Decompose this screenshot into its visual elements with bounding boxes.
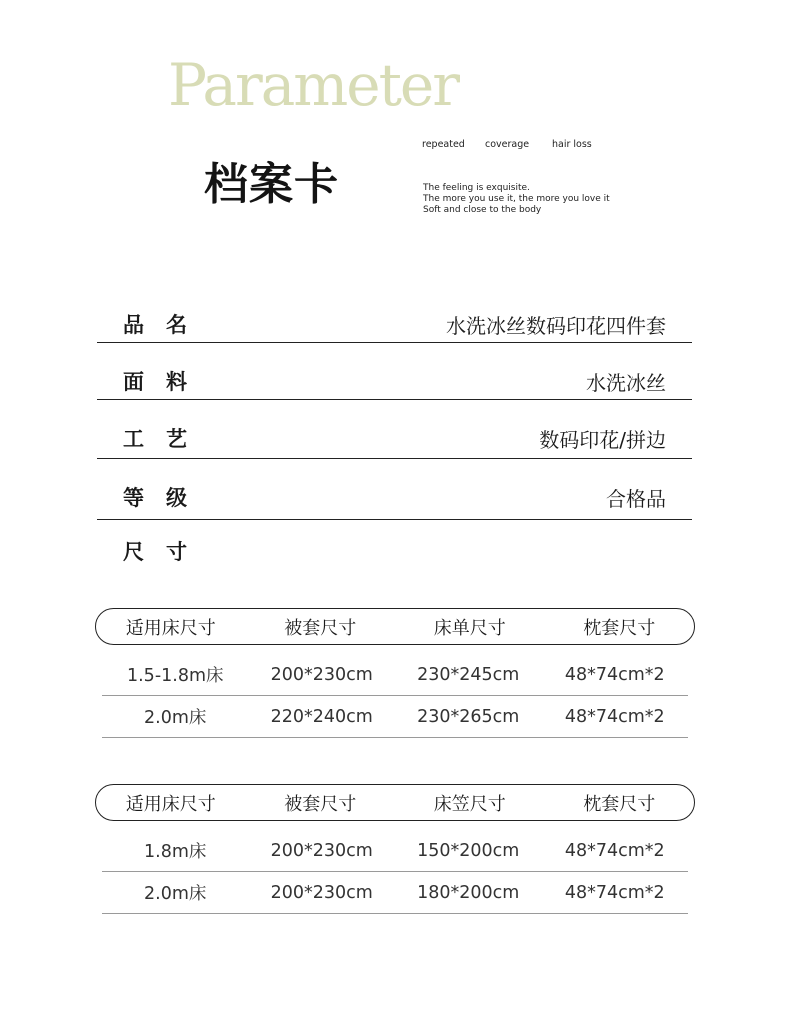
table-header xyxy=(95,608,695,645)
table-cell: 230*245cm xyxy=(417,664,520,685)
slogan-line: The feeling is exquisite. xyxy=(423,183,530,193)
table-header-cell: 枕套尺寸 xyxy=(583,793,656,815)
slogan-line: The more you use it, the more you love it xyxy=(423,194,610,204)
table-cell: 230*265cm xyxy=(417,706,520,727)
table-header-cell: 床笠尺寸 xyxy=(433,793,506,815)
table-header-cell: 适用床尺寸 xyxy=(125,793,216,815)
table-header-cell: 枕套尺寸 xyxy=(583,617,656,639)
table-cell: 200*230cm xyxy=(270,882,373,903)
param-row-fabric xyxy=(97,342,692,400)
table-header-cell: 被套尺寸 xyxy=(284,793,357,815)
table-row xyxy=(102,654,688,696)
size-table xyxy=(95,608,695,738)
table-row xyxy=(102,696,688,738)
param-label: 工艺 xyxy=(123,427,209,451)
table-cell: 1.5-1.8m床 xyxy=(126,666,224,686)
param-label: 面料 xyxy=(123,370,209,394)
slogan-line: Soft and close to the body xyxy=(423,205,542,215)
table-row xyxy=(102,872,688,914)
param-row-grade xyxy=(97,458,692,520)
tag-item: hair loss xyxy=(552,139,592,150)
tag-item: coverage xyxy=(485,139,530,150)
table-cell: 48*74cm*2 xyxy=(564,882,665,903)
parameter-heading: Parameter xyxy=(168,51,458,119)
param-value: 合格品 xyxy=(606,487,666,511)
param-value: 水洗冰丝数码印花四件套 xyxy=(446,314,666,338)
tag-list xyxy=(422,139,592,150)
param-label: 品名 xyxy=(123,313,209,337)
param-label: 等级 xyxy=(123,486,209,510)
param-value: 水洗冰丝 xyxy=(586,371,666,395)
table-cell: 220*240cm xyxy=(270,706,373,727)
table-header-cell: 适用床尺寸 xyxy=(125,617,216,639)
param-row-craft xyxy=(97,399,692,459)
table-cell: 150*200cm xyxy=(417,840,520,861)
page-title: 档案卡 xyxy=(204,159,339,210)
table-cell: 200*230cm xyxy=(270,840,373,861)
table-cell: 200*230cm xyxy=(270,664,373,685)
slogan-text xyxy=(423,183,610,216)
table-cell: 1.8m床 xyxy=(144,842,207,862)
table-header-cell: 被套尺寸 xyxy=(284,617,357,639)
size-table xyxy=(95,784,695,914)
table-cell: 2.0m床 xyxy=(144,884,207,904)
param-value: 数码印花/拼边 xyxy=(539,428,666,452)
table-header xyxy=(95,784,695,821)
table-cell: 180*200cm xyxy=(417,882,520,903)
table-cell: 2.0m床 xyxy=(144,708,207,728)
size-label: 尺寸 xyxy=(123,540,209,564)
table-cell: 48*74cm*2 xyxy=(564,706,665,727)
table-cell: 48*74cm*2 xyxy=(564,664,665,685)
table-cell: 48*74cm*2 xyxy=(564,840,665,861)
table-header-cell: 床单尺寸 xyxy=(433,617,506,639)
param-row-name xyxy=(97,300,692,343)
tag-item: repeated xyxy=(422,139,465,150)
table-row xyxy=(102,830,688,872)
